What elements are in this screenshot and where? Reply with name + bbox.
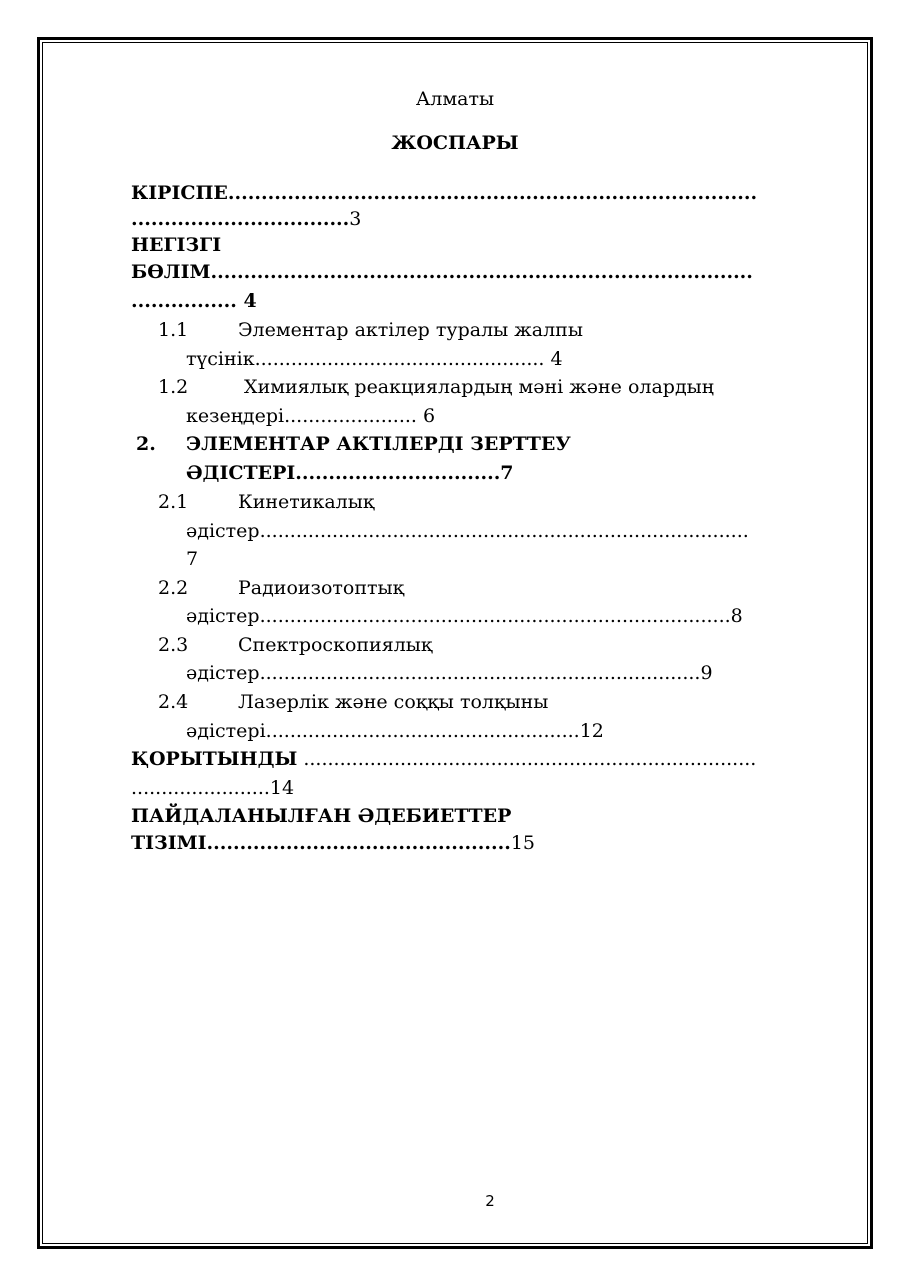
toc-main-line3: ................ 4 <box>131 290 257 312</box>
toc-conclusion <box>131 748 756 770</box>
toc-item-1-1-cont: түсінік................................................ 4 <box>186 348 563 370</box>
toc-item-number: 1.1 <box>158 319 189 341</box>
toc-item-2-1 <box>158 491 374 513</box>
toc-item-2-1-cont: әдістер................................................................................. <box>186 520 749 542</box>
toc-conclusion-cont: .......................14 <box>131 777 295 799</box>
toc-item-number: 1.2 <box>158 376 189 398</box>
toc-item-label: Химиялық реакциялардың мәні және олардың <box>238 376 714 398</box>
toc-conclusion-label: ҚОРЫТЫНДЫ <box>131 748 298 770</box>
toc-item-number: 2.4 <box>158 691 189 713</box>
toc-item-label: Спектроскопиялық <box>238 634 433 656</box>
toc-chapter-label: ЭЛЕМЕНТАР АКТІЛЕРДІ ЗЕРТТЕУ <box>186 433 571 455</box>
toc-references-line2 <box>131 832 535 854</box>
city-heading: Алматы <box>415 88 495 110</box>
toc-item-label: Лазерлік және соққы толқыны <box>238 691 549 713</box>
toc-item-number: 2.2 <box>158 577 189 599</box>
toc-item-2-3-cont: әдістер.........................................................................9 <box>186 662 713 684</box>
toc-chapter-2 <box>136 433 571 455</box>
toc-intro-line1: КІРІСПЕ................................................................................ <box>131 182 758 204</box>
toc-references-line1: ПАЙДАЛАНЫЛҒАН ӘДЕБИЕТТЕР <box>131 805 512 827</box>
toc-main-line2: БӨЛІМ.................................................................................. <box>131 261 753 283</box>
toc-item-label: Элементар актілер туралы жалпы <box>238 319 583 341</box>
toc-intro-line2 <box>131 208 361 230</box>
toc-item-1-2-cont: кезеңдері...................... 6 <box>186 405 436 427</box>
toc-item-2-1-page: 7 <box>186 548 199 570</box>
page-title: ЖОСПАРЫ <box>391 132 519 154</box>
toc-item-1-2 <box>158 376 714 398</box>
toc-chapter-number: 2. <box>136 433 156 455</box>
toc-intro-page: 3 <box>349 208 362 230</box>
toc-intro-dots: ................................. <box>131 208 350 230</box>
toc-item-2-2-cont: әдістер..............................................................................8 <box>186 605 743 627</box>
page-number: 2 <box>485 1192 495 1210</box>
toc-item-2-4-cont: әдістері....................................................12 <box>186 720 604 742</box>
toc-conclusion-dots: ........................................................................... <box>297 748 757 770</box>
toc-references-page: 15 <box>510 832 536 854</box>
toc-references-dots: ТІЗІМІ.............................................. <box>131 832 511 854</box>
toc-item-2-2 <box>158 577 404 599</box>
toc-item-number: 2.1 <box>158 491 189 513</box>
toc-item-2-4 <box>158 691 548 713</box>
toc-item-label: Кинетикалық <box>238 491 375 513</box>
toc-chapter-2-cont: ӘДІСТЕРІ...............................7 <box>186 462 514 484</box>
toc-item-label: Радиоизотоптық <box>238 577 405 599</box>
toc-item-number: 2.3 <box>158 634 189 656</box>
toc-item-2-3 <box>158 634 432 656</box>
toc-item-1-1 <box>158 319 583 341</box>
toc-main-line1: НЕГІЗГІ <box>131 234 222 256</box>
